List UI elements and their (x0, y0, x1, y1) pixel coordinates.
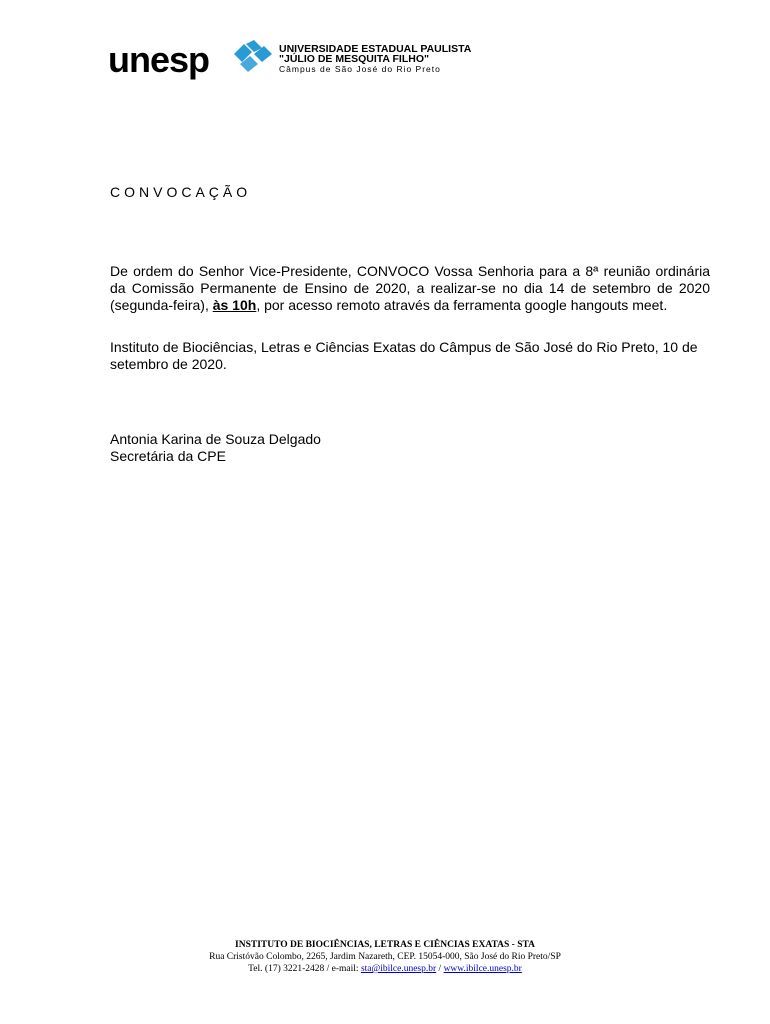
footer-separator: / (436, 964, 444, 974)
footer-address: Rua Cristóvão Colombo, 2265, Jardim Nazareth, CEP. 15054-000, São José do Rio Preto/SP (209, 952, 561, 962)
letterhead (108, 38, 528, 82)
footer (0, 939, 770, 975)
signature-name: Antonia Karina de Souza Delgado (110, 431, 321, 447)
unesp-logo-text: unesp (108, 39, 210, 80)
footer-contact (0, 963, 770, 975)
website-link[interactable]: www.ibilce.unesp.br (443, 964, 522, 974)
meeting-time: às 10h (212, 297, 257, 313)
convocation-paragraph (110, 263, 710, 314)
email-link[interactable]: sta@ibilce.unesp.br (360, 964, 437, 974)
footer-institute: INSTITUTO DE BIOCIÊNCIAS, LETRAS E CIÊNCIAS EXATAS - STA (235, 940, 535, 950)
unesp-logo-icon (232, 40, 274, 74)
institution-name (279, 44, 471, 74)
paragraph1-text: De ordem do Senhor Vice-Presidente, CONVOCO Vossa Senhoria para a 8ª reunião ordinária da Comissão Permanente de Ensino de 2020, a realizar-se no dia 14 de setembro de 2020 (segunda-feira), (110, 263, 710, 313)
signature-block (110, 431, 321, 465)
place-date-paragraph: Instituto de Biociências, Letras e Ciências Exatas do Câmpus de São José do Rio Preto, 10 de setembro de 2020. (110, 339, 698, 372)
institution-line2: "JÚLIO DE MESQUITA FILHO" (279, 53, 429, 65)
paragraph1-text-end: , por acesso remoto através da ferramenta google hangouts meet. (256, 297, 668, 313)
document-title: CONVOCAÇÃO (110, 184, 252, 200)
institution-line1: UNIVERSIDADE ESTADUAL PAULISTA (279, 43, 472, 55)
institution-line3: Câmpus de São José do Rio Preto (279, 64, 441, 74)
signature-role: Secretária da CPE (110, 448, 226, 464)
footer-phone: Tel. (17) 3221-2428 / e-mail: (248, 964, 361, 974)
